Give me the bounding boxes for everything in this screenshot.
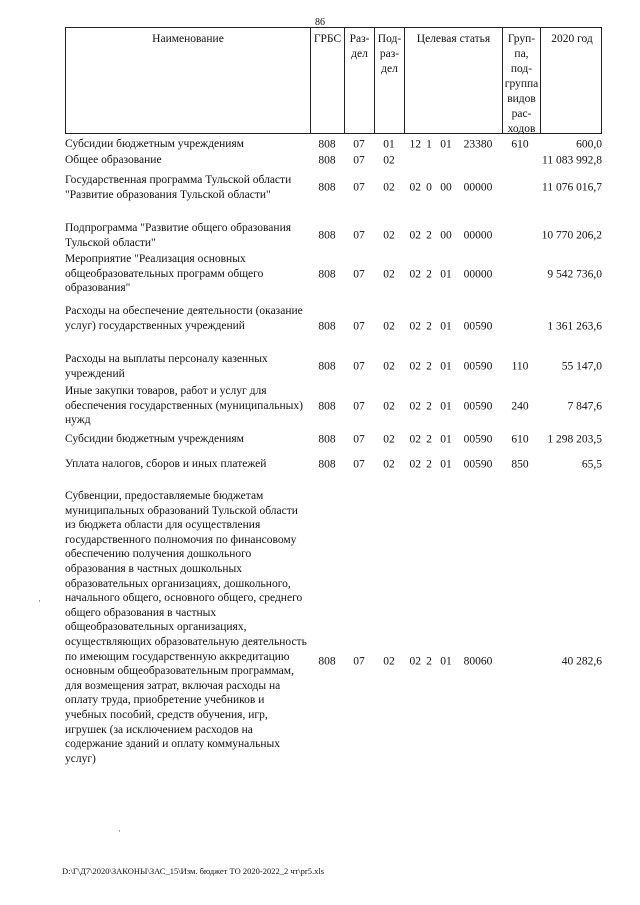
row-grbs: 808	[318, 655, 336, 668]
row-amount: 1 298 203,5	[547, 433, 602, 446]
row-podrazdel: 02	[383, 181, 395, 194]
table-row	[65, 489, 602, 834]
row-target-subprogram: 2	[426, 320, 432, 333]
row-podrazdel: 02	[383, 360, 395, 373]
row-podrazdel: 01	[383, 138, 395, 151]
row-razdel: 07	[353, 154, 365, 167]
row-target-subprogram: 2	[426, 458, 432, 471]
row-amount: 11 083 992,8	[542, 154, 602, 167]
row-name: Мероприятие "Реализация основных общеобразовательных программ общего образования"	[65, 253, 264, 295]
row-razdel: 07	[353, 655, 365, 668]
row-podrazdel: 02	[383, 229, 395, 242]
row-name: Иные закупки товаров, работ и услуг для обеспечения государственных (муниципальных) нужд	[65, 385, 303, 427]
header-target: Целевая статья	[405, 28, 503, 133]
row-amount: 7 847,6	[567, 400, 602, 413]
row-amount: 600,0	[576, 138, 602, 151]
table-row	[65, 432, 602, 447]
row-grbs: 808	[318, 268, 336, 281]
row-podrazdel: 02	[383, 320, 395, 333]
row-target-event: 01	[440, 400, 452, 413]
row-amount: 11 076 016,7	[542, 181, 602, 194]
row-name: Расходы на обеспечение деятельности (оказание услуг) государственных учреждений	[65, 305, 303, 332]
row-group: 610	[511, 433, 529, 446]
table-header	[65, 27, 602, 134]
row-podrazdel: 02	[383, 458, 395, 471]
header-year: 2020 год	[551, 33, 593, 45]
row-target-subprogram: 2	[426, 400, 432, 413]
row-target-event: 00	[440, 229, 452, 242]
row-podrazdel: 02	[383, 268, 395, 281]
table-row	[65, 153, 602, 168]
row-name: Подпрограмма "Развитие общего образования Тульской области"	[65, 222, 292, 249]
row-grbs: 808	[318, 181, 336, 194]
row-target-program: 02	[409, 400, 421, 413]
table-row	[65, 137, 602, 152]
row-amount: 9 542 736,0	[547, 268, 602, 281]
row-group: 610	[511, 138, 529, 151]
row-razdel: 07	[353, 433, 365, 446]
row-target-event: 01	[440, 320, 452, 333]
header-group: Груп- па, под- группа видов рас- ходов	[503, 28, 541, 133]
row-target-direction: 80060	[463, 655, 493, 668]
row-razdel: 07	[353, 320, 365, 333]
row-target-direction: 00590	[463, 320, 493, 333]
row-target-direction: 00000	[463, 229, 493, 242]
row-target-direction: 00000	[463, 268, 493, 281]
row-amount: 55 147,0	[561, 360, 602, 373]
row-grbs: 808	[318, 433, 336, 446]
row-target-direction: 00000	[463, 181, 493, 194]
row-target-direction: 00590	[463, 433, 493, 446]
row-razdel: 07	[353, 181, 365, 194]
table-row	[65, 173, 602, 203]
row-target-event: 01	[440, 360, 452, 373]
row-target-event: 00	[440, 181, 452, 194]
header-grbs: ГРБС	[311, 28, 345, 133]
row-grbs: 808	[318, 229, 336, 242]
row-group: 240	[511, 400, 529, 413]
row-name: Государственная программа Тульской области "Развитие образования Тульской области"	[65, 174, 292, 201]
row-target-program: 02	[409, 229, 421, 242]
row-target-program: 12	[409, 138, 421, 151]
header-razdel: Раз- дел	[345, 28, 375, 133]
row-razdel: 07	[353, 229, 365, 242]
header-name: Наименование	[66, 28, 311, 133]
row-target-event: 01	[440, 433, 452, 446]
row-target-program: 02	[409, 268, 421, 281]
row-target-event: 01	[440, 458, 452, 471]
row-podrazdel: 02	[383, 400, 395, 413]
table-row	[65, 252, 602, 297]
row-group: 110	[511, 360, 529, 373]
row-grbs: 808	[318, 400, 336, 413]
row-target-subprogram: 2	[426, 360, 432, 373]
row-target-subprogram: 2	[426, 268, 432, 281]
row-target-direction: 00590	[463, 400, 493, 413]
row-amount: 65,5	[581, 458, 602, 471]
row-target-program: 02	[409, 433, 421, 446]
row-razdel: 07	[353, 458, 365, 471]
row-razdel: 07	[353, 268, 365, 281]
row-podrazdel: 02	[383, 433, 395, 446]
row-grbs: 808	[318, 320, 336, 333]
scan-speck: ·	[118, 826, 121, 836]
table-row	[65, 352, 602, 382]
row-grbs: 808	[318, 360, 336, 373]
row-target-direction: 00590	[463, 458, 493, 471]
row-name: Субвенции, предоставляемые бюджетам муниципальных образований Тульской области из бюджета области для осуществления государственного полномочия по финансовому обеспечению получения дошкольного образования в частных дошкольных образовательных организациях, дошкольного, начального общего, основного общего, среднего общего образования в частных общеобразовательных организациях, осуществляющих образовательную деятельность по имеющим государственную аккредитацию основным общеобразовательным программам, для возмещения затрат, включая расходы на оплату труда, приобретение учебников и учебных пособий, средств обучения, игр, игрушек (за исключением расходов на содержание зданий и оплату коммунальных услуг)	[65, 490, 307, 765]
row-target-program: 02	[409, 655, 421, 668]
row-target-subprogram: 1	[426, 138, 432, 151]
row-target-direction: 23380	[463, 138, 493, 151]
row-name: Субсидии бюджетным учреждениям	[65, 433, 244, 445]
row-amount: 40 282,6	[561, 655, 602, 668]
page-number: 86	[315, 17, 325, 28]
row-amount: 10 770 206,2	[541, 229, 602, 242]
row-target-program: 02	[409, 458, 421, 471]
table-row	[65, 304, 602, 349]
row-razdel: 07	[353, 400, 365, 413]
row-podrazdel: 02	[383, 154, 395, 167]
table-row	[65, 384, 602, 429]
row-grbs: 808	[318, 458, 336, 471]
row-target-program: 02	[409, 181, 421, 194]
row-amount: 1 361 263,6	[547, 320, 602, 333]
row-grbs: 808	[318, 154, 336, 167]
row-target-event: 01	[440, 268, 452, 281]
table-row	[65, 221, 602, 251]
file-path-footer: D:\Г\Д7\2020\ЗАКОНЫ\ЗАС_15\Изм. бюджет ТО 2020-2022_2 чт\pr5.xls	[62, 866, 325, 876]
row-razdel: 07	[353, 138, 365, 151]
row-podrazdel: 02	[383, 655, 395, 668]
row-target-subprogram: 0	[426, 181, 432, 194]
row-name: Субсидии бюджетным учреждениям	[65, 138, 244, 150]
row-target-event: 01	[440, 138, 452, 151]
row-target-program: 02	[409, 360, 421, 373]
row-target-subprogram: 2	[426, 655, 432, 668]
row-target-program: 02	[409, 320, 421, 333]
header-podrazdel: Под- раз- дел	[375, 28, 405, 133]
row-name: Уплата налогов, сборов и иных платежей	[65, 458, 267, 470]
table-row	[65, 457, 602, 472]
row-name: Расходы на выплаты персоналу казенных учреждений	[65, 353, 268, 380]
row-name: Общее образование	[65, 154, 162, 166]
row-razdel: 07	[353, 360, 365, 373]
row-group: 850	[511, 458, 529, 471]
row-target-event: 01	[440, 655, 452, 668]
row-target-direction: 00590	[463, 360, 493, 373]
row-target-subprogram: 2	[426, 229, 432, 242]
row-grbs: 808	[318, 138, 336, 151]
scan-speck: ·	[38, 596, 41, 606]
row-target-subprogram: 2	[426, 433, 432, 446]
